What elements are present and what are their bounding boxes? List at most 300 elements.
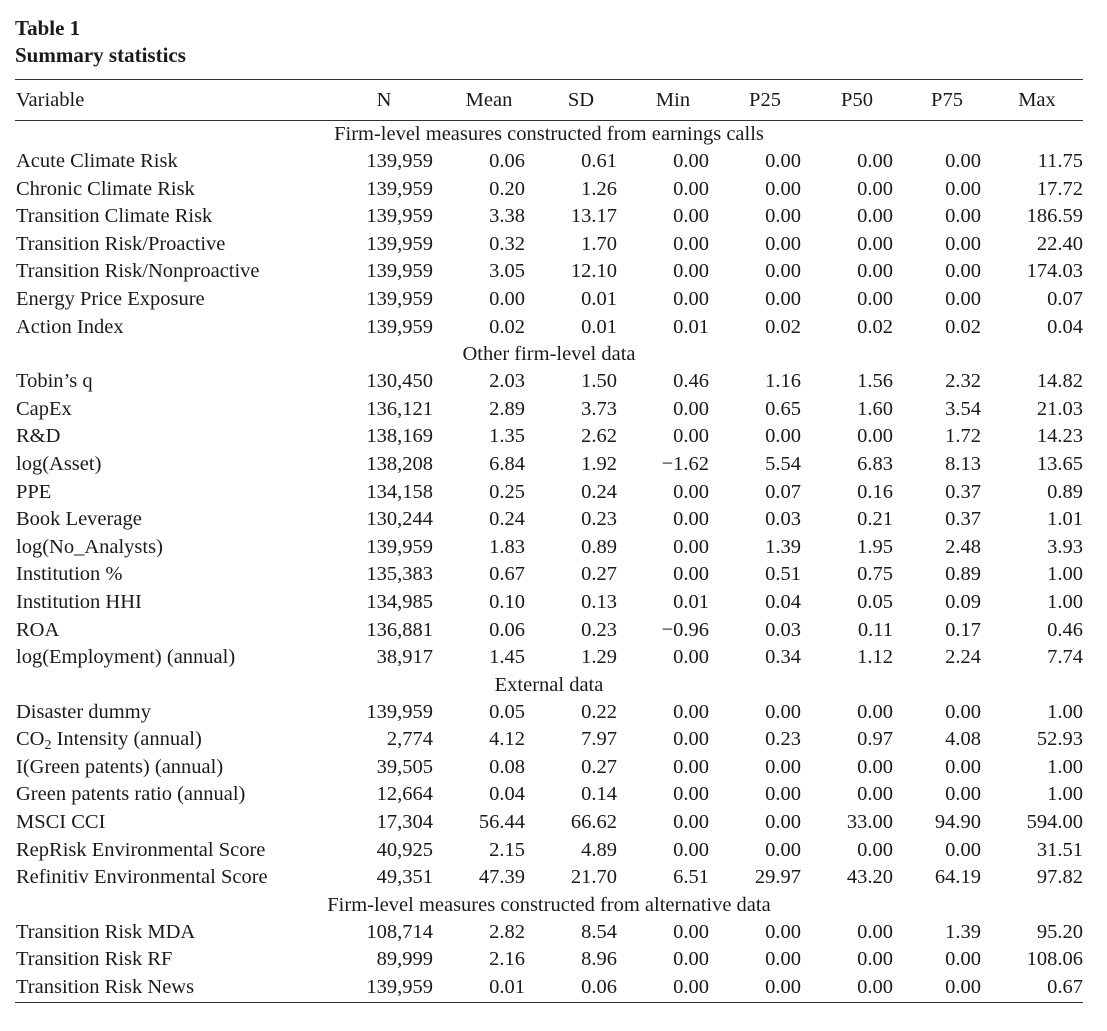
cell-sd: 0.27 [581, 563, 617, 586]
table-row [15, 644, 1083, 672]
cell-p50: 0.00 [857, 700, 893, 723]
cell-sd: 0.13 [581, 590, 617, 613]
cell-mean: 2.03 [489, 370, 525, 393]
variable-cell: Institution % [16, 563, 123, 586]
cell-sd: 4.89 [581, 838, 617, 861]
cell-min: 0.00 [673, 177, 709, 200]
cell-p25: 1.16 [765, 370, 801, 393]
cell-mean: 2.15 [489, 838, 525, 861]
cell-p25: 29.97 [754, 866, 801, 889]
variable-cell: Transition Risk/Nonproactive [16, 260, 260, 283]
cell-max: 17.72 [1036, 177, 1083, 200]
variable-name: CO [16, 728, 45, 751]
variable-cell: Book Leverage [16, 508, 142, 531]
cell-max: 1.00 [1047, 755, 1083, 778]
table-row [15, 946, 1083, 974]
cell-n: 139,959 [366, 260, 433, 283]
table-row [15, 754, 1083, 782]
cell-p75: 3.54 [945, 397, 981, 420]
cell-p25: 0.00 [765, 232, 801, 255]
table-number: Table 1 [15, 16, 81, 40]
cell-min: 0.01 [673, 315, 709, 338]
cell-min: 0.00 [673, 260, 709, 283]
section-title: Firm-level measures constructed from alternative data [327, 893, 771, 916]
cell-mean: 3.05 [489, 260, 525, 283]
cell-p25: 0.00 [765, 425, 801, 448]
variable-cell: I(Green patents) (annual) [16, 755, 224, 778]
cell-min: 0.00 [673, 232, 709, 255]
table-row [15, 726, 1083, 754]
section-header-row [15, 672, 1083, 699]
cell-n: 12,664 [376, 783, 433, 806]
cell-max: 0.07 [1047, 287, 1083, 310]
cell-sd: 0.01 [581, 287, 617, 310]
cell-max: 22.40 [1036, 232, 1083, 255]
cell-p50: 0.00 [857, 232, 893, 255]
table-row [15, 148, 1083, 176]
cell-max: 14.23 [1036, 425, 1083, 448]
cell-n: 89,999 [376, 948, 433, 971]
cell-mean: 0.05 [489, 700, 525, 723]
cell-p50: 0.00 [857, 755, 893, 778]
cell-mean: 2.89 [489, 397, 525, 420]
table-title-block [15, 15, 1083, 69]
cell-p25: 0.00 [765, 838, 801, 861]
cell-p50: 0.00 [857, 920, 893, 943]
section-header-row [15, 121, 1083, 149]
cell-p50: 1.56 [857, 370, 893, 393]
cell-p25: 5.54 [765, 452, 801, 475]
cell-sd: 0.14 [581, 783, 617, 806]
variable-cell: Action Index [16, 315, 124, 338]
cell-min: 6.51 [673, 866, 709, 889]
section-title: External data [494, 673, 604, 696]
cell-sd: 0.23 [581, 618, 617, 641]
cell-p75: 0.00 [945, 177, 981, 200]
cell-sd: 8.54 [581, 920, 617, 943]
variable-cell: PPE [16, 480, 52, 503]
cell-max: 1.00 [1047, 563, 1083, 586]
cell-p75: 2.48 [945, 535, 981, 558]
cell-n: 139,959 [366, 287, 433, 310]
table-row [15, 506, 1083, 534]
section-title: Other firm-level data [462, 343, 636, 366]
cell-p75: 0.00 [945, 755, 981, 778]
cell-min: 0.00 [673, 783, 709, 806]
variable-cell: Green patents ratio (annual) [16, 783, 246, 806]
cell-p75: 2.32 [945, 370, 981, 393]
cell-n: 139,959 [366, 700, 433, 723]
table-row [15, 589, 1083, 617]
cell-p25: 0.07 [765, 480, 801, 503]
cell-p25: 0.23 [765, 728, 801, 751]
cell-p75: 0.17 [945, 618, 981, 641]
table-row [15, 314, 1083, 342]
cell-min: 0.00 [673, 425, 709, 448]
cell-min: −0.96 [661, 618, 709, 641]
variable-cell: Institution HHI [16, 590, 142, 613]
cell-p50: 43.20 [846, 866, 893, 889]
cell-max: 3.93 [1047, 535, 1083, 558]
cell-p75: 4.08 [945, 728, 981, 751]
cell-p75: 0.00 [945, 205, 981, 228]
table-row [15, 423, 1083, 451]
cell-n: 130,244 [366, 508, 433, 531]
cell-sd: 7.97 [581, 728, 617, 751]
cell-min: 0.00 [673, 646, 709, 669]
variable-subscript: 2 [44, 738, 52, 754]
variable-cell: Transition Risk MDA [16, 920, 196, 943]
cell-mean: 0.02 [489, 315, 525, 338]
cell-max: 13.65 [1036, 452, 1083, 475]
cell-sd: 1.50 [581, 370, 617, 393]
cell-p50: 0.75 [857, 563, 893, 586]
cell-sd: 66.62 [570, 811, 617, 834]
cell-sd: 0.27 [581, 755, 617, 778]
cell-min: 0.00 [673, 563, 709, 586]
cell-mean: 2.16 [489, 948, 525, 971]
cell-p25: 0.00 [765, 700, 801, 723]
column-header-p25: P25 [719, 80, 811, 121]
cell-p75: 0.00 [945, 838, 981, 861]
cell-max: 21.03 [1036, 397, 1083, 420]
cell-mean: 6.84 [489, 452, 525, 475]
variable-cell: log(Employment) (annual) [16, 646, 236, 669]
cell-min: 0.00 [673, 508, 709, 531]
cell-mean: 0.06 [489, 150, 525, 172]
variable-suffix: Intensity (annual) [51, 728, 202, 751]
cell-max: 0.04 [1047, 315, 1083, 338]
variable-cell [15, 726, 325, 754]
cell-min: −1.62 [661, 452, 709, 475]
cell-p25: 1.39 [765, 535, 801, 558]
cell-max: 108.06 [1026, 948, 1083, 971]
cell-sd: 0.89 [581, 535, 617, 558]
cell-mean: 0.06 [489, 618, 525, 641]
table-row [15, 203, 1083, 231]
table-row [15, 176, 1083, 204]
column-header-n: N [325, 80, 443, 121]
cell-max: 7.74 [1047, 646, 1083, 669]
cell-mean: 0.04 [489, 783, 525, 806]
cell-max: 174.03 [1026, 260, 1083, 283]
cell-p75: 0.00 [945, 700, 981, 723]
cell-p25: 0.02 [765, 315, 801, 338]
cell-p75: 0.00 [945, 232, 981, 255]
cell-p75: 1.39 [945, 920, 981, 943]
section-title: Firm-level measures constructed from earnings calls [334, 123, 764, 145]
cell-sd: 1.26 [581, 177, 617, 200]
cell-p50: 1.12 [857, 646, 893, 669]
cell-p75: 0.89 [945, 563, 981, 586]
cell-mean: 0.10 [489, 590, 525, 613]
column-header-p75: P75 [903, 80, 991, 121]
cell-p25: 0.03 [765, 508, 801, 531]
variable-cell: Tobin’s q [16, 370, 93, 393]
cell-sd: 3.73 [581, 397, 617, 420]
table-row [15, 561, 1083, 589]
cell-p25: 0.00 [765, 783, 801, 806]
table-row [15, 368, 1083, 396]
cell-p25: 0.34 [765, 646, 801, 669]
cell-p75: 2.24 [945, 646, 981, 669]
cell-p25: 0.00 [719, 974, 811, 1002]
cell-sd: 1.29 [581, 646, 617, 669]
cell-mean: 0.00 [489, 287, 525, 310]
variable-cell: CapEx [16, 397, 72, 420]
cell-p75: 0.00 [945, 783, 981, 806]
cell-p50: 0.00 [857, 205, 893, 228]
cell-max: 95.20 [1036, 920, 1083, 943]
cell-p50: 0.97 [857, 728, 893, 751]
header-row [15, 80, 1083, 121]
table-row [15, 286, 1083, 314]
cell-max: 1.00 [1047, 783, 1083, 806]
cell-p75: 0.02 [945, 315, 981, 338]
cell-p25: 0.00 [765, 205, 801, 228]
cell-p75: 0.09 [945, 590, 981, 613]
cell-min: 0.00 [673, 205, 709, 228]
cell-mean: 1.45 [489, 646, 525, 669]
cell-p50: 0.02 [857, 315, 893, 338]
cell-p50: 6.83 [857, 452, 893, 475]
column-header-sd: SD [535, 80, 627, 121]
cell-mean: 0.20 [489, 177, 525, 200]
cell-sd: 1.92 [581, 452, 617, 475]
cell-p75: 0.00 [945, 260, 981, 283]
cell-mean: 0.01 [443, 974, 535, 1002]
cell-n: 139,959 [366, 150, 433, 172]
cell-p25: 0.00 [765, 948, 801, 971]
cell-p25: 0.00 [765, 811, 801, 834]
cell-p75: 0.37 [945, 508, 981, 531]
cell-p50: 1.95 [857, 535, 893, 558]
cell-min: 0.00 [673, 755, 709, 778]
cell-min: 0.00 [627, 974, 719, 1002]
cell-n: 139,959 [366, 205, 433, 228]
cell-mean: 2.82 [489, 920, 525, 943]
cell-n: 139,959 [366, 315, 433, 338]
variable-cell: R&D [16, 425, 61, 448]
cell-min: 0.46 [673, 370, 709, 393]
table-row [15, 258, 1083, 286]
table-row [15, 479, 1083, 507]
table-row [15, 837, 1083, 865]
cell-sd: 8.96 [581, 948, 617, 971]
cell-p50: 0.11 [857, 618, 893, 641]
cell-mean: 0.24 [489, 508, 525, 531]
cell-p75: 0.00 [903, 974, 991, 1002]
cell-p75: 0.37 [945, 480, 981, 503]
cell-mean: 4.12 [489, 728, 525, 751]
cell-sd: 0.24 [581, 480, 617, 503]
cell-n: 139,959 [366, 535, 433, 558]
cell-min: 0.00 [673, 397, 709, 420]
column-header-max: Max [991, 80, 1083, 121]
cell-n: 17,304 [376, 811, 433, 834]
cell-sd: 21.70 [570, 866, 617, 889]
cell-n: 138,208 [366, 452, 433, 475]
table-row [15, 864, 1083, 892]
table-caption: Summary statistics [15, 43, 186, 67]
section-header-row [15, 892, 1083, 919]
cell-p75: 1.72 [945, 425, 981, 448]
cell-sd: 12.10 [570, 260, 617, 283]
cell-n: 139,959 [325, 974, 443, 1002]
cell-max: 0.67 [991, 974, 1083, 1002]
cell-p50: 0.00 [857, 287, 893, 310]
cell-p75: 8.13 [945, 452, 981, 475]
variable-cell: Chronic Climate Risk [16, 177, 195, 200]
cell-mean: 0.25 [489, 480, 525, 503]
cell-mean: 47.39 [478, 866, 525, 889]
table-row [15, 781, 1083, 809]
cell-mean: 0.67 [489, 563, 525, 586]
cell-n: 108,714 [366, 920, 433, 943]
cell-min: 0.00 [673, 728, 709, 751]
cell-p75: 64.19 [934, 866, 981, 889]
cell-sd: 0.06 [535, 974, 627, 1002]
table-row [15, 699, 1083, 727]
summary-statistics-table [15, 79, 1083, 1003]
table-row [15, 534, 1083, 562]
cell-mean: 1.35 [489, 425, 525, 448]
cell-p50: 0.00 [857, 177, 893, 200]
cell-max: 594.00 [1026, 811, 1083, 834]
cell-p50: 0.00 [857, 783, 893, 806]
cell-p50: 1.60 [857, 397, 893, 420]
cell-min: 0.00 [673, 535, 709, 558]
cell-p25: 0.51 [765, 563, 801, 586]
table-row [15, 809, 1083, 837]
section-header-row [15, 341, 1083, 368]
cell-min: 0.00 [673, 948, 709, 971]
cell-min: 0.01 [673, 590, 709, 613]
column-header-variable: Variable [15, 80, 325, 121]
table-body [15, 121, 1083, 1003]
variable-cell: MSCI CCI [16, 811, 106, 834]
cell-mean: 3.38 [489, 205, 525, 228]
table-row [15, 617, 1083, 645]
variable-cell: Transition Risk RF [16, 948, 173, 971]
cell-p25: 0.04 [765, 590, 801, 613]
cell-sd: 0.23 [581, 508, 617, 531]
cell-p25: 0.00 [765, 920, 801, 943]
cell-min: 0.00 [673, 838, 709, 861]
cell-p50: 0.00 [857, 425, 893, 448]
cell-p25: 0.00 [765, 755, 801, 778]
cell-n: 136,881 [366, 618, 433, 641]
table-row [15, 451, 1083, 479]
cell-min: 0.00 [673, 480, 709, 503]
cell-max: 0.46 [1047, 618, 1083, 641]
cell-n: 139,959 [366, 177, 433, 200]
cell-max: 14.82 [1036, 370, 1083, 393]
cell-p25: 0.03 [765, 618, 801, 641]
cell-sd: 0.01 [581, 315, 617, 338]
cell-n: 136,121 [366, 397, 433, 420]
cell-max: 0.89 [1047, 480, 1083, 503]
cell-p25: 0.00 [765, 260, 801, 283]
variable-cell: RepRisk Environmental Score [16, 838, 266, 861]
column-header-mean: Mean [443, 80, 535, 121]
cell-mean: 56.44 [478, 811, 525, 834]
variable-cell: Energy Price Exposure [16, 287, 205, 310]
cell-min: 0.00 [673, 150, 709, 172]
cell-n: 130,450 [366, 370, 433, 393]
cell-sd: 1.70 [581, 232, 617, 255]
cell-n: 39,505 [376, 755, 433, 778]
cell-sd: 13.17 [570, 205, 617, 228]
cell-p25: 0.00 [765, 287, 801, 310]
cell-p75: 94.90 [934, 811, 981, 834]
variable-cell: Acute Climate Risk [16, 150, 178, 172]
table-row [15, 974, 1083, 1002]
cell-max: 186.59 [1026, 205, 1083, 228]
cell-p25: 0.00 [765, 150, 801, 172]
cell-p50: 0.00 [811, 974, 903, 1002]
cell-p50: 0.16 [857, 480, 893, 503]
cell-p25: 0.65 [765, 397, 801, 420]
table-row [15, 919, 1083, 947]
cell-sd: 2.62 [581, 425, 617, 448]
cell-n: 38,917 [376, 646, 433, 669]
cell-min: 0.00 [673, 811, 709, 834]
cell-n: 134,158 [366, 480, 433, 503]
cell-max: 31.51 [1036, 838, 1083, 861]
variable-cell: Transition Risk/Proactive [16, 232, 226, 255]
cell-p25: 0.00 [765, 177, 801, 200]
cell-n: 139,959 [366, 232, 433, 255]
cell-p75: 0.00 [945, 948, 981, 971]
cell-n: 2,774 [386, 728, 433, 751]
variable-cell: ROA [16, 618, 60, 641]
cell-max: 52.93 [1036, 728, 1083, 751]
cell-n: 40,925 [376, 838, 433, 861]
cell-n: 134,985 [366, 590, 433, 613]
cell-n: 138,169 [366, 425, 433, 448]
cell-min: 0.00 [673, 920, 709, 943]
cell-p50: 0.21 [857, 508, 893, 531]
variable-cell: Transition Risk News [15, 974, 325, 1002]
cell-p50: 0.00 [857, 260, 893, 283]
cell-p50: 0.00 [857, 838, 893, 861]
variable-cell: Transition Climate Risk [16, 205, 213, 228]
cell-max: 1.00 [1047, 590, 1083, 613]
column-header-p50: P50 [811, 80, 903, 121]
cell-p50: 0.00 [857, 948, 893, 971]
table-row [15, 396, 1083, 424]
cell-mean: 0.32 [489, 232, 525, 255]
column-header-min: Min [627, 80, 719, 121]
cell-sd: 0.61 [581, 150, 617, 172]
cell-mean: 1.83 [489, 535, 525, 558]
cell-p50: 0.00 [857, 150, 893, 172]
cell-max: 97.82 [1036, 866, 1083, 889]
cell-max: 1.01 [1047, 508, 1083, 531]
variable-cell: Refinitiv Environmental Score [16, 866, 268, 889]
table-row [15, 231, 1083, 259]
cell-p50: 33.00 [846, 811, 893, 834]
variable-cell: Disaster dummy [16, 700, 151, 723]
cell-p75: 0.00 [945, 287, 981, 310]
cell-n: 49,351 [376, 866, 433, 889]
cell-max: 11.75 [1037, 150, 1083, 172]
cell-mean: 0.08 [489, 755, 525, 778]
cell-p75: 0.00 [945, 150, 981, 172]
variable-cell: log(Asset) [16, 452, 102, 475]
cell-min: 0.00 [673, 287, 709, 310]
